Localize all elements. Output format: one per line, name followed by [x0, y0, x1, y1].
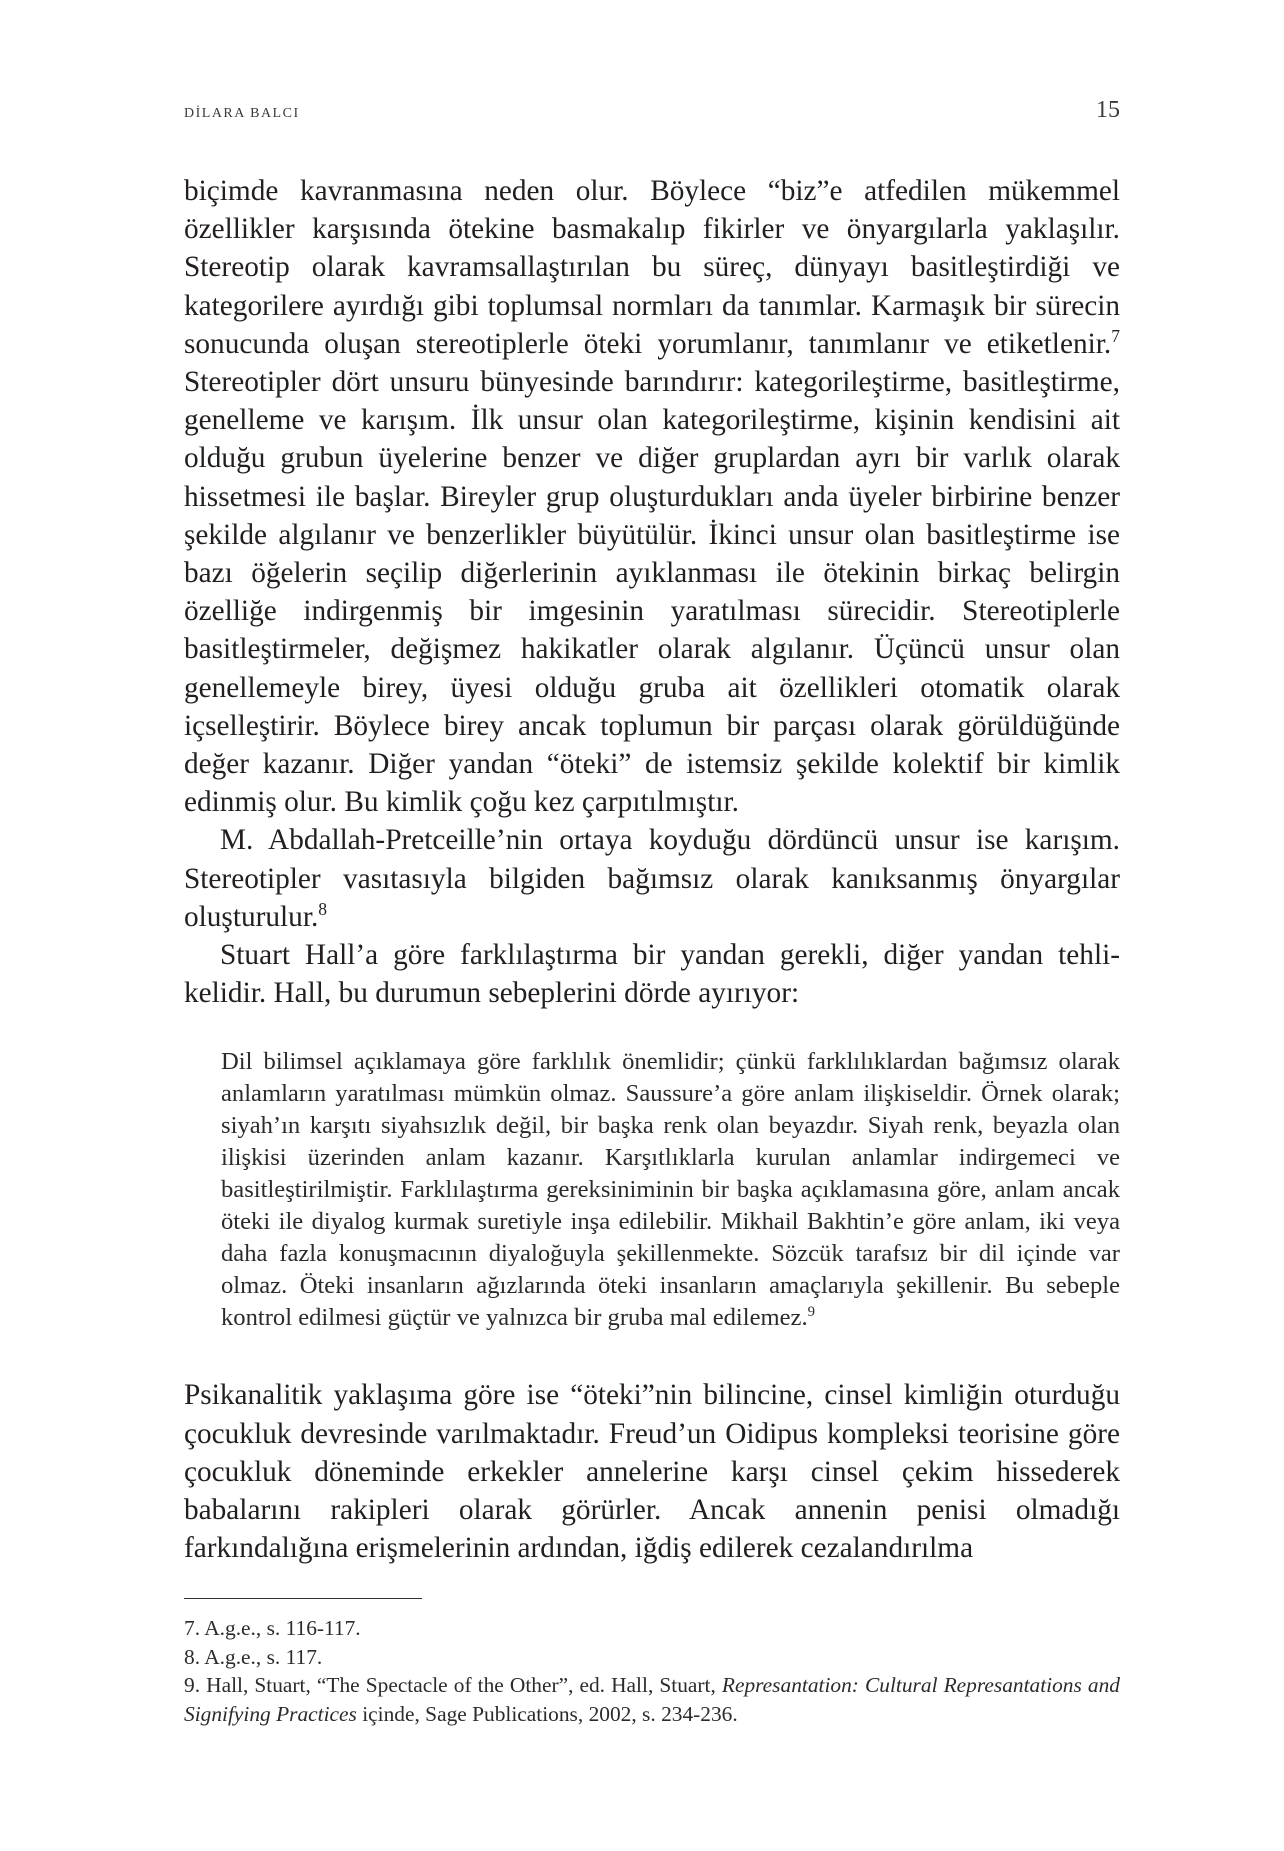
quote-text: Dil bilimsel açıklamaya göre farklılık önemlidir; çünkü farklılıklardan bağımsız olarak anlamların yaratılması mümkün olmaz. Saussure’a göre anlam ilişkiseldir. Örnek olarak; siyah’ın karşıtı siyahsızlık değil, bir başka renk olan beyazdır. Siyah renk, beyazla olan ilişkisi üzerinden anlam kazanır. Karşıtlıklarla kurulan anlamlar indirgemeci ve basitleştirilmiştir. Farklılaştırma gereksiniminin bir başka açıklamasına göre, anlam ancak öteki ile diyalog kurmak suretiyle inşa edilebilir. Mikhail Bakhtin’e göre anlam, iki veya daha fazla konuşmacının diyaloğuyla şekillenmekte. Sözcük tarafsız bir dil içinde var olmaz. Öteki insanların ağızlarında öteki insanların amaçlarıyla şekillenir. Bu sebeple kontrol edilmesi güçtür ve yalnızca bir gruba mal edilemez. [221, 1048, 1120, 1332]
body-text [184, 172, 1120, 1567]
footnotes [184, 1614, 1120, 1729]
footnote-book-title: Represantation: Cultural Represantations and Signifying Practices [184, 1673, 1120, 1727]
footnote-text: içinde, Sage Publications, 2002, s. 234-236. [356, 1702, 738, 1727]
block-quote [221, 1046, 1120, 1334]
footnote-text: 9. Hall, Stuart, “The Spectacle of the Other”, ed. Hall, Stuart, [184, 1673, 722, 1698]
paragraph-stereotypes [184, 172, 1120, 821]
page-number: 15 [1096, 97, 1120, 123]
paragraph-text: Stereotipler dört unsuru bünyesinde barındırır: kategorileştirme, basitleştirme, genelleme ve karışım. İlk unsur olan kategorileştirme, kişinin kendisini ait olduğu grubun üyelerine benzer ve diğer gruplardan ayrı bir varlık olarak hissetmesi ile başlar. Bireyler grup oluşturdukları anda üyeler birbirine benzer şekilde algılanır ve benzerlikler büyütülür. İkinci unsur olan basitleştirme ise bazı öğelerin seçilip diğerlerinin ayıklanması ile ötekinin birkaç belirgin özelliğe indirgenmiş bir imgesinin yaratılması sürecidir. Stereotiplerle basitleştirmeler, değişmez hakikatler olarak algılanır. Üçüncü unsur olan genellemeyle birey, üyesi olduğu gruba ait özellikleri otomatik olarak içselleştirir. Böylece birey ancak toplumun bir parçası olarak görüldüğünde değer kazanır. Diğer yandan “öteki” de istemsiz şekilde kolektif bir kimlik edinmiş olur. Bu kimlik çoğu kez çarpıtılmıştır. [184, 366, 1120, 819]
footnote-ref-7[interactable]: 7 [1111, 326, 1120, 347]
footnote-ref-8[interactable]: 8 [318, 899, 328, 920]
footnote-7: 7. A.g.e., s. 116-117. [184, 1616, 361, 1640]
footnote-9 [184, 1671, 1120, 1728]
footnote-8: 8. A.g.e., s. 117. [184, 1644, 323, 1669]
paragraph-hall: Stuart Hall’a göre farklılaştırma bir yandan gerekli, diğer yandan tehlikelidir. Hall, bu durumun sebeplerini dörde ayırıyor: [184, 939, 1120, 1010]
paragraph-pretceille [184, 821, 1120, 936]
footnote-separator [184, 1598, 422, 1599]
footnote-ref-9[interactable]: 9 [807, 1304, 815, 1321]
paragraph-psychoanalytic: Psikanalitik yaklaşıma göre ise “öteki”nin bilincine, cinsel kimliğin oturduğu çocukluk devresinde varılmaktadır. Freud’un Oidipus kompleksi teorisine göre çocukluk döneminde erkekler annelerine karşı cinsel çekim hissederek babalarını rakipleri olarak görürler. Ancak annenin penisi olmadığı farkındalığına erişmelerinin ardından, iğdiş edilerek cezalandırılma [184, 1379, 1120, 1565]
paragraph-text: M. Abdallah-Pretceille’nin ortaya koyduğu dördüncü unsur ise karışım. Stereotipler vasıtasıyla bilgiden bağımsız olarak kanıksanmış önyargılar oluşturulur. [184, 824, 1120, 933]
paragraph-text: biçimde kavranmasına neden olur. Böylece “biz”e atfedilen mükemmel özellikler karşısında ötekine basmakalıp fikirler ve önyargılarla yaklaşılır. Stereotip olarak kavramsallaştırılan bu süreç, dünyayı basitleştirdiği ve kategorilere ayırdığı gibi toplumsal normları da tanımlar. Karmaşık bir sürecin sonucunda oluşan stereotiplerle öteki yorumlanır, tanımlanır ve etiketlenir. [184, 175, 1120, 360]
running-head-author: DİLARA BALCI [184, 106, 300, 121]
